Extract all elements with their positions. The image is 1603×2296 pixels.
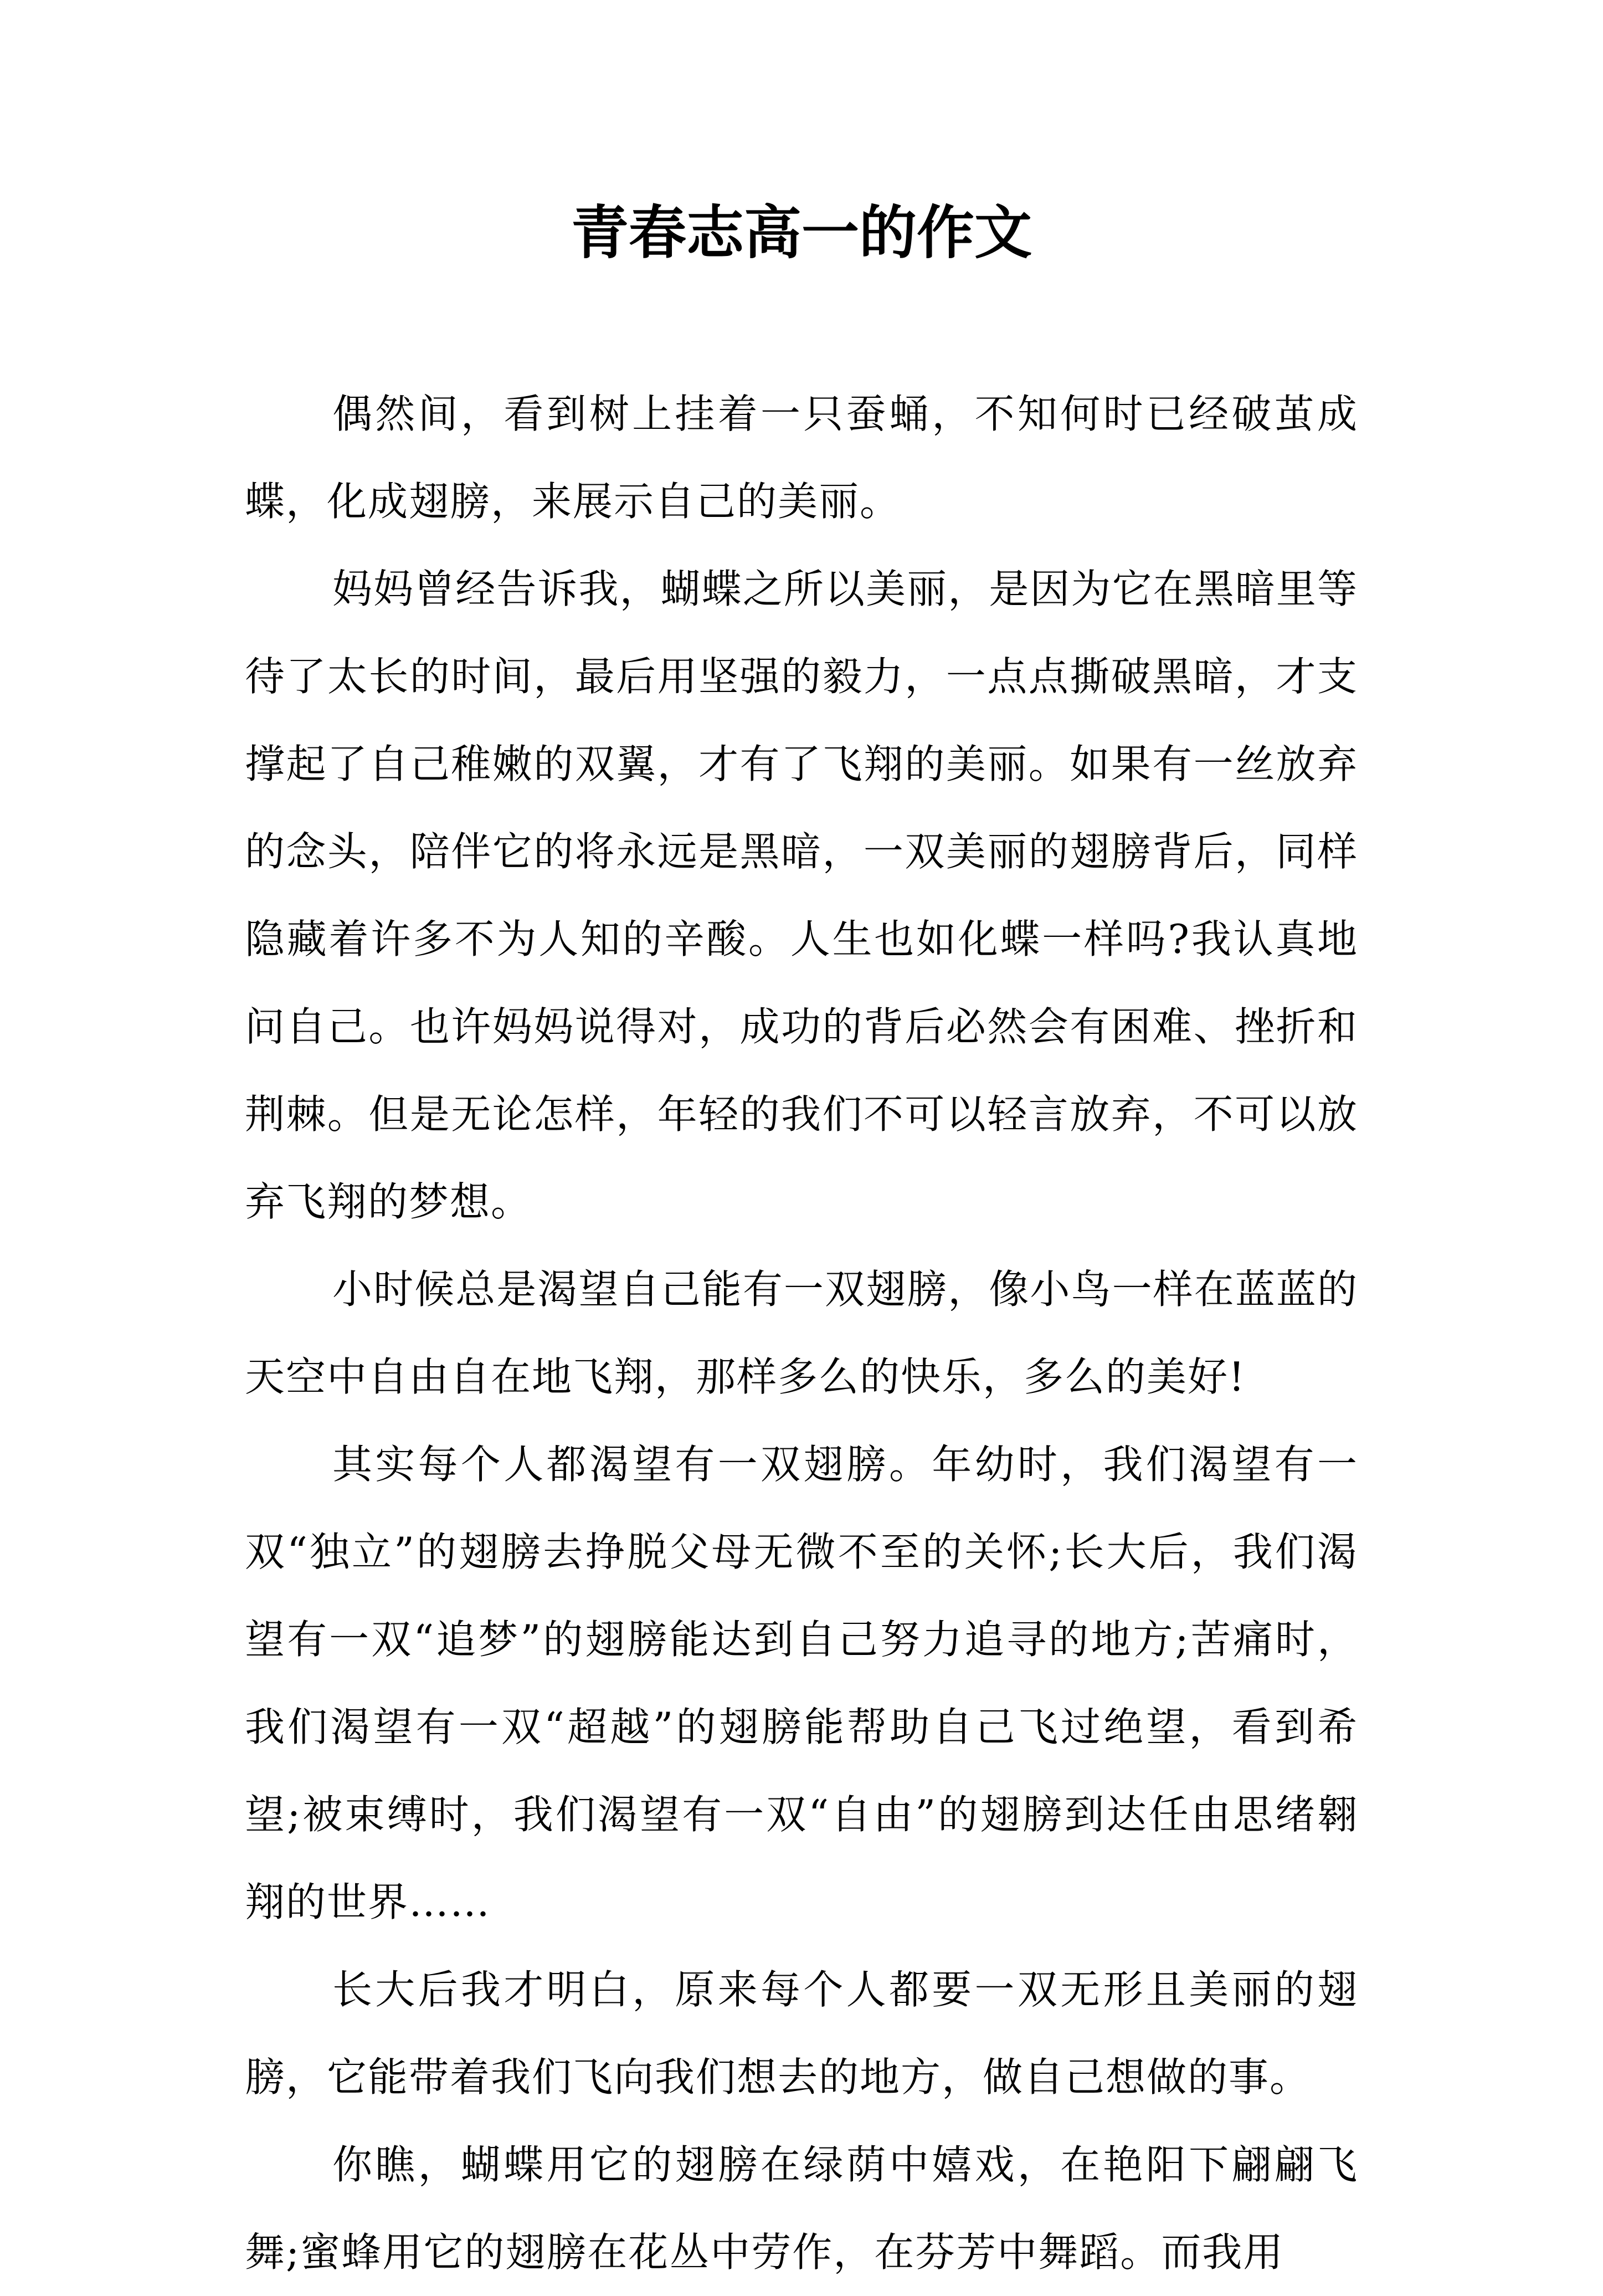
paragraph-5: 长大后我才明白，原来每个人都要一双无形且美丽的翅膀，它能带着我们飞向我们想去的地方，做自己想做的事。 bbox=[245, 1966, 1358, 2100]
document-body bbox=[245, 370, 1358, 2296]
document-title: 青春志高一的作文 bbox=[571, 198, 1032, 266]
paragraph-1: 偶然间，看到树上挂着一只蚕蛹，不知何时已经破茧成蝶，化成翅膀，来展示自己的美丽。 bbox=[245, 391, 1358, 525]
paragraph-3: 小时候总是渴望自己能有一双翅膀，像小鸟一样在蓝蓝的天空中自由自在地飞翔，那样多么的快乐，多么的美好! bbox=[245, 1266, 1358, 1400]
paragraph-6: 你瞧，蝴蝶用它的翅膀在绿荫中嬉戏，在艳阳下翩翩飞舞;蜜蜂用它的翅膀在花丛中劳作，在芬芳中舞蹈。而我用 bbox=[245, 2141, 1358, 2276]
paragraph-2: 妈妈曾经告诉我，蝴蝶之所以美丽，是因为它在黑暗里等待了太长的时间，最后用坚强的毅力，一点点撕破黑暗，才支撑起了自己稚嫩的双翼，才有了飞翔的美丽。如果有一丝放弃的念头，陪伴它的将永远是黑暗，一双美丽的翅膀背后，同样隐藏着许多不为人知的辛酸。人生也如化蝶一样吗?我认真地问自己。也许妈妈说得对，成功的背后必然会有困难、挫折和荆棘。但是无论怎样，年轻的我们不可以轻言放弃，不可以放弃飞翔的梦想。 bbox=[245, 566, 1358, 1225]
paragraph-4: 其实每个人都渴望有一双翅膀。年幼时，我们渴望有一双“独立”的翅膀去挣脱父母无微不至的关怀;长大后，我们渴望有一双“追梦”的翅膀能达到自己努力追寻的地方;苦痛时，我们渴望有一双“超越”的翅膀能帮助自己飞过绝望，看到希望;被束缚时，我们渴望有一双“自由”的翅膀到达任由思绪翱翔的世界…… bbox=[245, 1441, 1358, 1925]
